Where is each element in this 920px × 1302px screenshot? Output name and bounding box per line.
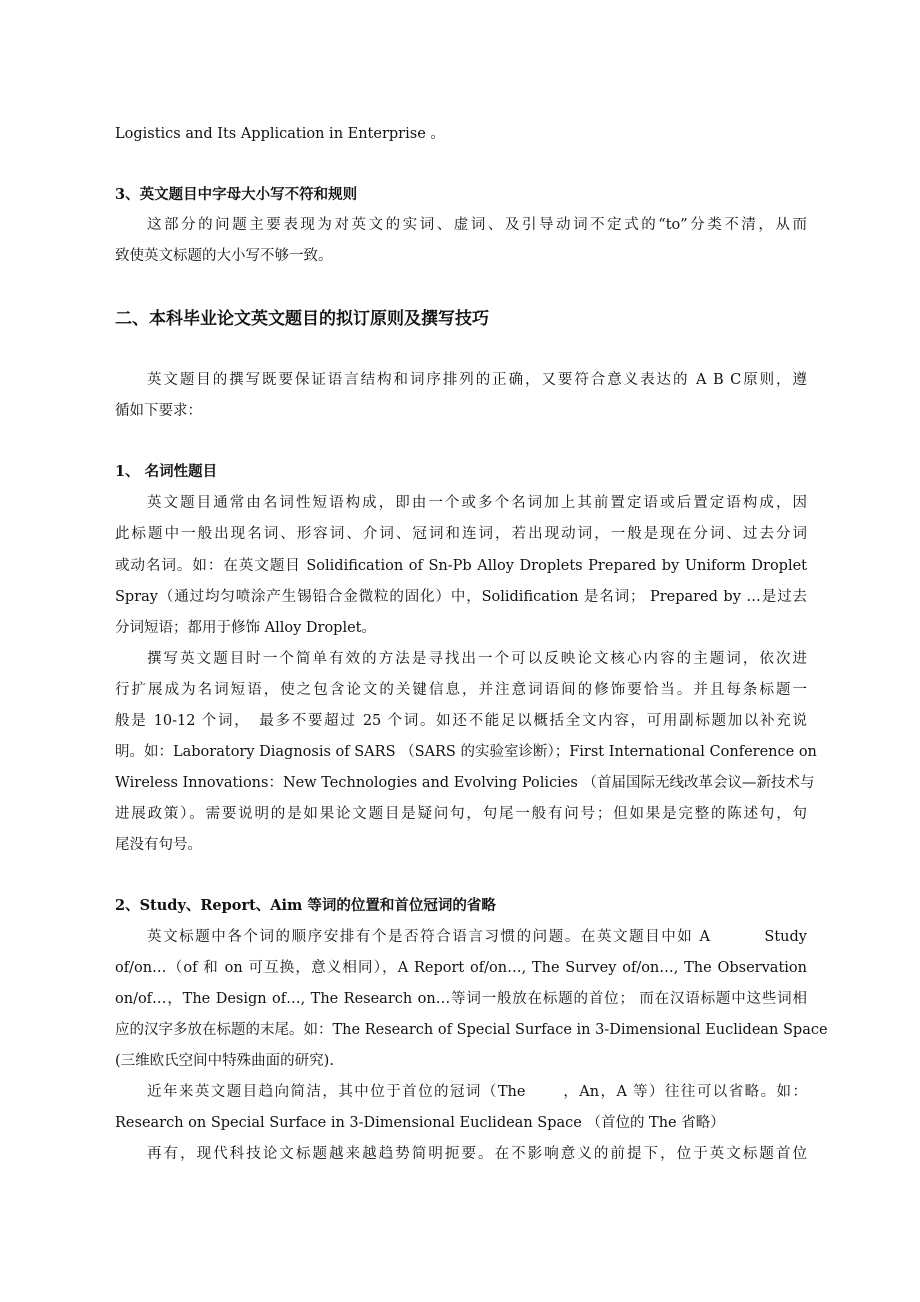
text-line: Research on Special Surface in 3-Dimensional Euclidean Space （首位的 The 省略） (115, 1115, 725, 1131)
text-line: 再有，现代科技论文标题越来越趋势简明扼要。在不影响意义的前提下，位于英文标题首位 (147, 1146, 807, 1162)
text-line: 或动名词。如：在英文题目 Solidification of Sn-Pb Alloy Droplets Prepared by Uniform Droplet (115, 558, 807, 574)
text-line: 明。如：Laboratory Diagnosis of SARS （SARS 的实验室诊断）；First International Conference on (115, 744, 817, 760)
section-heading: 2、Study、Report、Aim 等词的位置和首位冠词的省略 (115, 897, 496, 914)
text-line: 分词短语；都用于修饰 Alloy Droplet。 (115, 620, 376, 636)
text-line: of/on…（of 和 on 可互换，意义相同），A Report of/on…, The Survey of/on…, The Observation (115, 960, 807, 976)
text-line: 英文标题中各个词的顺序安排有个是否符合语言习惯的问题。在英文题目中如 A Study (147, 929, 807, 945)
text-line: 致使英文标题的大小写不够一致。 (115, 248, 333, 264)
text-line: on/of…，The Design of…, The Research on…等词一般放在标题的首位； 而在汉语标题中这些词相 (115, 991, 807, 1007)
text-line: 英文题目的撰写既要保证语言结构和词序排列的正确，又要符合意义表达的 A B C原则，遵 (147, 372, 807, 388)
chapter-heading: 二、本科毕业论文英文题目的拟订原则及撰写技巧 (115, 309, 489, 329)
text-line: 进展政策）。需要说明的是如果论文题目是疑问句，句尾一般有问号；但如果是完整的陈述句，句 (115, 806, 807, 822)
text-line: 近年来英文题目趋向简洁，其中位于首位的冠词（The ，An，A 等）往往可以省略。如： (147, 1084, 807, 1100)
text-line: 行扩展成为名词短语，使之包含论文的关键信息，并注意词语间的修饰要恰当。并且每条标题一 (115, 682, 807, 698)
text-line: Spray（通过均匀喷涂产生锡铅合金微粒的固化）中，Solidification 是名词； Prepared by …是过去 (115, 589, 807, 605)
section-heading: 1、 名词性题目 (115, 463, 218, 480)
text-line: 英文题目通常由名词性短语构成，即由一个或多个名词加上其前置定语或后置定语构成，因 (147, 495, 807, 511)
text-line: (三维欧氏空间中特殊曲面的研究). (115, 1053, 334, 1069)
text-line: 这部分的问题主要表现为对英文的实词、虚词、及引导动词不定式的“to”分类不清，从而 (147, 217, 807, 233)
text-line: 循如下要求： (115, 403, 202, 419)
text-line: 此标题中一般出现名词、形容词、介词、冠词和连词，若出现动词，一般是现在分词、过去分词 (115, 526, 807, 542)
text-line: 撰写英文题目时一个简单有效的方法是寻找出一个可以反映论文核心内容的主题词，依次进 (147, 651, 807, 667)
text-line: 尾没有句号。 (115, 837, 202, 853)
text-line: Logistics and Its Application in Enterprise 。 (115, 126, 445, 142)
text-line: Wireless Innovations：New Technologies and Evolving Policies （首届国际无线改革会议—新技术与 (115, 775, 815, 791)
text-line: 应的汉字多放在标题的末尾。如：The Research of Special Surface in 3-Dimensional Euclidean Space (115, 1022, 828, 1038)
text-line: 般是 10-12 个词， 最多不要超过 25 个词。如还不能足以概括全文内容，可用副标题加以补充说 (115, 713, 807, 729)
section-heading: 3、英文题目中字母大小写不符和规则 (115, 186, 358, 203)
